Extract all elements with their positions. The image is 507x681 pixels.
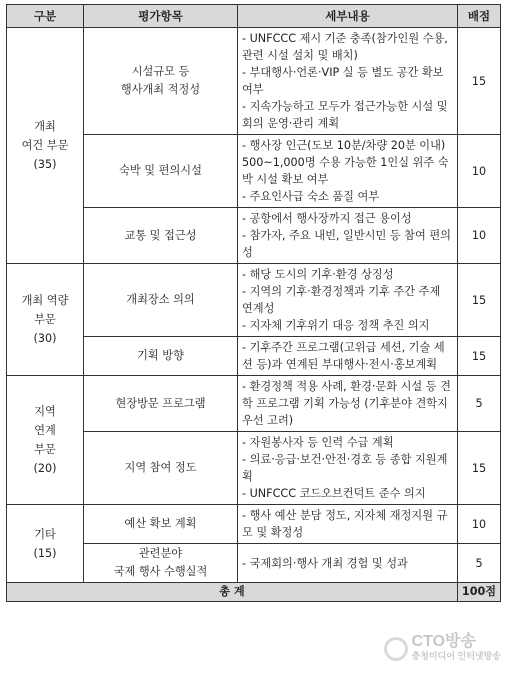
- detail-line: - 행사 예산 분담 정도, 지자체 재정지원 규모 및 확정성: [242, 509, 448, 539]
- detail-line: - 해당 도시의 기후·환경 상징성: [242, 268, 394, 281]
- evaluation-item: 현장방문 프로그램: [84, 376, 238, 432]
- header-item: 평가항목: [84, 5, 238, 28]
- detail-cell: [238, 208, 458, 264]
- detail-line: - 행사장 인근(도보 10분/차량 20분 이내) 500~1,000명 수용 가능한 1인실 위주 숙박 시설 확보 여부: [242, 139, 449, 186]
- table-row: [7, 28, 501, 135]
- detail-cell: [238, 135, 458, 208]
- detail-line: - 국제회의·행사 개최 경험 및 성과: [242, 556, 408, 570]
- watermark-main: CTO방송: [411, 633, 476, 650]
- points-cell: 5: [458, 544, 501, 583]
- category-cell: 기타 (15): [7, 505, 84, 583]
- detail-cell: [238, 337, 458, 376]
- detail-line: - 지속가능하고 모두가 접근가능한 시설 및 회의 운영·관리 계획: [242, 100, 448, 130]
- broadcaster-watermark: [384, 635, 501, 663]
- points-cell: 10: [458, 135, 501, 208]
- detail-cell: [238, 264, 458, 337]
- table-row: [7, 264, 501, 337]
- detail-line: - 공항에서 행사장까지 접근 용이성: [242, 212, 412, 225]
- table-header-row: [7, 5, 501, 28]
- evaluation-item: 시설규모 등 행사개최 적정성: [84, 28, 238, 135]
- evaluation-item: 지역 참여 정도: [84, 432, 238, 505]
- evaluation-item: 숙박 및 편의시설: [84, 135, 238, 208]
- detail-line: - UNFCCC 코드오브컨덕트 준수 의지: [242, 487, 426, 500]
- header-points: 배점: [458, 5, 501, 28]
- points-cell: 15: [458, 264, 501, 337]
- detail-cell: [238, 432, 458, 505]
- header-detail: 세부내용: [238, 5, 458, 28]
- watermark-logo-icon: [384, 637, 408, 661]
- detail-line: - 지역의 기후·환경정책과 기후 주간 주제 연계성: [242, 285, 441, 315]
- table-row: [7, 505, 501, 544]
- total-row: [7, 583, 501, 602]
- detail-line: - 자원봉사자 등 인력 수급 계획: [242, 436, 394, 449]
- total-label: 총 계: [7, 583, 458, 602]
- header-category: 구분: [7, 5, 84, 28]
- evaluation-item: 개최장소 의의: [84, 264, 238, 337]
- table-body: [7, 28, 501, 583]
- category-cell: 지역 연계 부문 (20): [7, 376, 84, 505]
- detail-cell: [238, 376, 458, 432]
- detail-line: - 참가자, 주요 내빈, 일반시민 등 참여 편의성: [242, 229, 451, 259]
- watermark-sub: 충청미디어 인터넷방송: [411, 651, 501, 661]
- detail-line: - 환경정책 적용 사례, 환경·문화 시설 등 견학 프로그램 기획 가능성 (기후분야 견학지 우선 고려): [242, 380, 451, 427]
- points-cell: 15: [458, 28, 501, 135]
- detail-line: - 의료·응급·보건·안전·경호 등 종합 지원계획: [242, 453, 448, 483]
- category-cell: 개최 역량 부문 (30): [7, 264, 84, 376]
- detail-line: - 부대행사·언론·VIP 실 등 별도 공간 확보 여부: [242, 66, 444, 96]
- detail-cell: [238, 544, 458, 583]
- detail-line: - 지자체 기후위기 대응 정책 추진 의지: [242, 319, 430, 332]
- detail-cell: [238, 28, 458, 135]
- evaluation-item: 관련분야 국제 행사 수행실적: [84, 544, 238, 583]
- evaluation-item: 기획 방향: [84, 337, 238, 376]
- points-cell: 5: [458, 376, 501, 432]
- category-cell: 개최 여건 부문 (35): [7, 28, 84, 264]
- detail-line: - UNFCCC 제시 기준 충족(참가인원 수용, 관련 시설 설치 및 배치): [242, 32, 448, 62]
- points-cell: 15: [458, 432, 501, 505]
- evaluation-item: 교통 및 접근성: [84, 208, 238, 264]
- points-cell: 10: [458, 505, 501, 544]
- points-cell: 15: [458, 337, 501, 376]
- evaluation-criteria-table: [6, 4, 501, 602]
- total-points: 100점: [458, 583, 501, 602]
- detail-line: - 주요인사급 숙소 품질 여부: [242, 190, 380, 203]
- evaluation-item: 예산 확보 계획: [84, 505, 238, 544]
- points-cell: 10: [458, 208, 501, 264]
- detail-cell: [238, 505, 458, 544]
- table-row: [7, 376, 501, 432]
- detail-line: - 기후주간 프로그램(고위급 세션, 기술 세션 등)과 연계된 부대행사·전시·홍보계획: [242, 341, 445, 371]
